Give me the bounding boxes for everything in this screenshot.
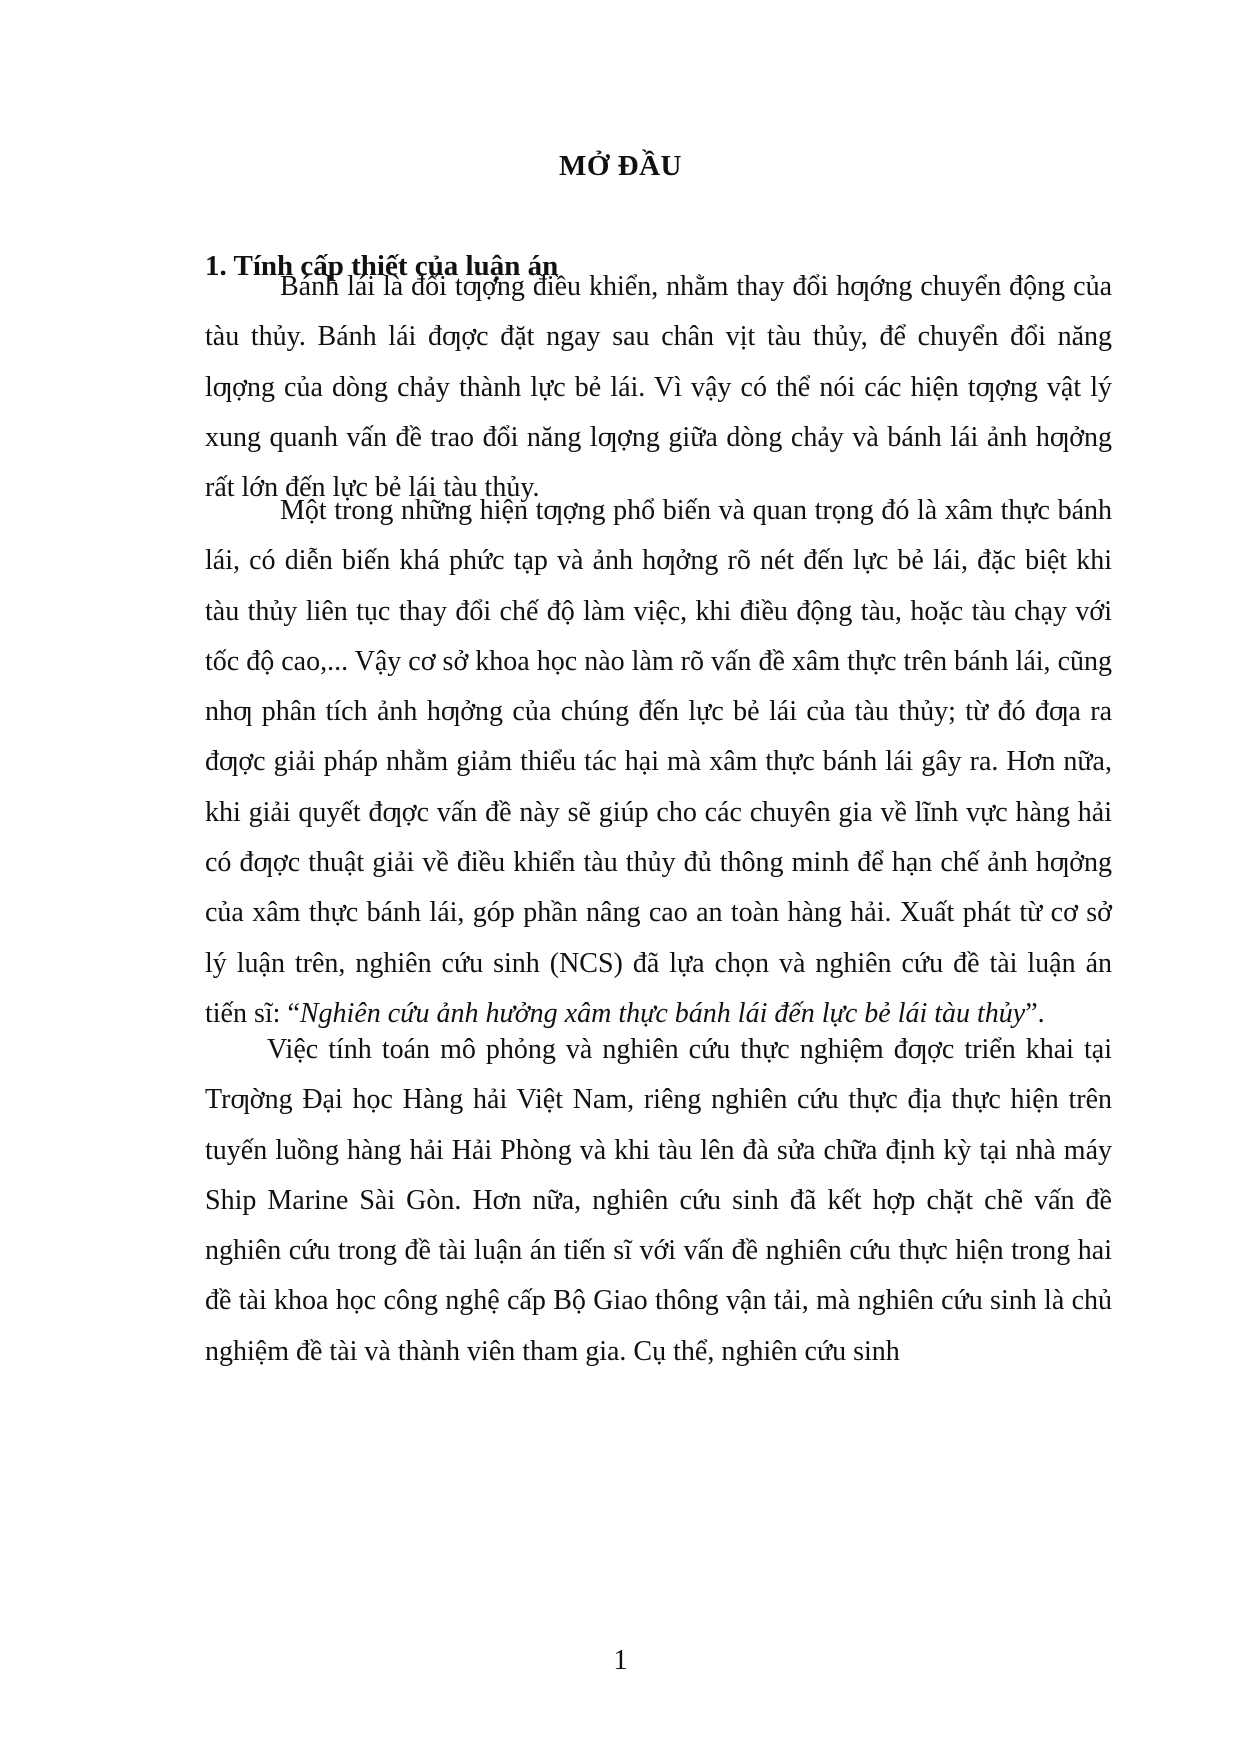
paragraph-3: Việc tính toán mô phỏng và nghiên cứu thực nghiệm đƣợc triển khai tại Trƣờng Đại học Hàng hải Việt Nam, riêng nghiên cứu thực địa thực hiện trên tuyến luồng hàng hải Hải Phòng và khi tàu lên đà sửa chữa định kỳ tại nhà máy Ship Marine Sài Gòn. Hơn nữa, nghiên cứu sinh đã kết hợp chặt chẽ vấn đề nghiên cứu trong đề tài luận án tiến sĩ với vấn đề nghiên cứu thực hiện trong hai đề tài khoa học công nghệ cấp Bộ Giao thông vận tải, mà nghiên cứu sinh là chủ nghiệm đề tài và thành viên tham gia. Cụ thể, nghiên cứu sinh [205,1034,1112,1367]
page-title: MỞ ĐẦU [558,150,682,182]
section-heading: 1. Tính cấp thiết của luận án [205,250,559,282]
body-text-2 [205,486,1112,1039]
paragraph-2 [205,486,1112,1039]
page-number: 1 [613,1644,628,1676]
paragraph-1: Bánh lái là đối tƣợng điều khiển, nhằm thay đổi hƣớng chuyển động của tàu thủy. Bánh lái đƣợc đặt ngay sau chân vịt tàu thủy, để chuyển đổi năng lƣợng của dòng chảy thành lực bẻ lái. Vì vậy có thể nói các hiện tƣợng vật lý xung quanh vấn đề trao đổi năng lƣợng giữa dòng chảy và bánh lái ảnh hƣởng rất lớn đến lực bẻ lái tàu thủy. [205,271,1112,504]
body-text-3 [205,1025,1112,1377]
thesis-title-italic: Nghiên cứu ảnh hưởng xâm thực bánh lái đến lực bẻ lái tàu thủy [299,997,1026,1029]
paragraph-2-closing: ”. [1025,997,1045,1029]
body-text [205,262,1112,513]
paragraph-2-text: Một trong những hiện tƣợng phổ biến và quan trọng đó là xâm thực bánh lái, có diễn biến khá phức tạp và ảnh hƣởng rõ nét đến lực bẻ lái, đặc biệt khi tàu thủy liên tục thay đổi chế độ làm việc, khi điều động tàu, hoặc tàu chạy với tốc độ cao,... Vậy cơ sở khoa học nào làm rõ vấn đề xâm thực trên bánh lái, cũng nhƣ phân tích ảnh hƣởng của chúng đến lực bẻ lái của tàu thủy; từ đó đƣa ra đƣợc giải pháp nhằm giảm thiểu tác hại mà xâm thực bánh lái gây ra. Hơn nữa, khi giải quyết đƣợc vấn đề này sẽ giúp cho các chuyên gia về lĩnh vực hàng hải có đƣợc thuật giải về điều khiển tàu thủy đủ thông minh để hạn chế ảnh hƣởng của xâm thực bánh lái, góp phần nâng cao an toàn hàng hải. Xuất phát từ cơ sở lý luận trên, nghiên cứu sinh (NCS) đã lựa chọn và nghiên cứu đề tài luận án tiến sĩ: “ [205,495,1112,1029]
